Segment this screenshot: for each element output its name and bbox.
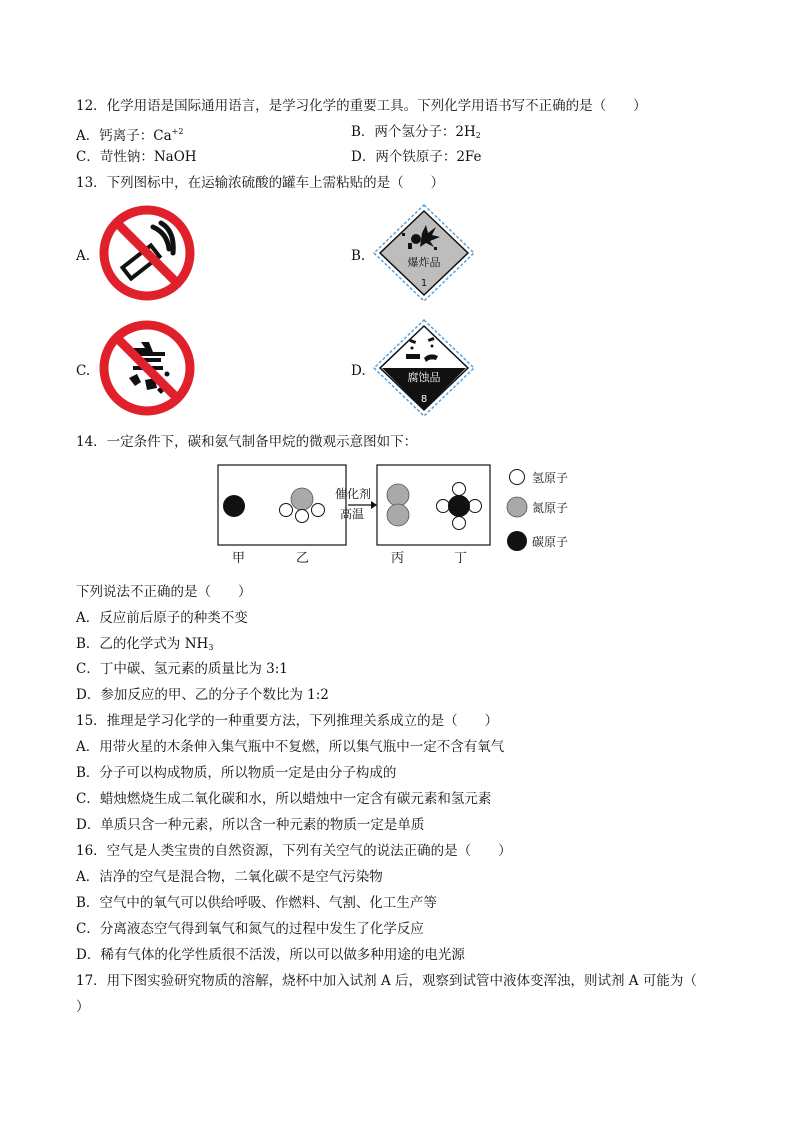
hydrogen-atom-ding-4 [453,517,466,530]
label-jia: 甲 [232,551,246,566]
explosive-sign-number: 1 [420,278,428,289]
q13-option-a-label[interactable]: A. [76,248,91,264]
q12-option-a-sup: +2 [171,127,184,136]
q14-option-b[interactable] [76,635,213,657]
hydrogen-atom-yi-3 [312,504,325,517]
hydrogen-atom-ding-3 [469,500,482,513]
legend-nitrogen-symbol [507,497,527,517]
q14-question: 下列说法不正确的是（ ） [76,584,252,600]
q14-option-b-sub: 3 [208,643,214,652]
corrosive-sign-text: 腐蚀品 [407,371,441,384]
no-smoking-sign-icon[interactable] [95,203,199,303]
q14-stem: 14．一定条件下，碳和氨气制备甲烷的微观示意图如下： [76,434,418,450]
q12-option-b-sub: 2 [475,131,481,140]
q15-option-d[interactable]: D．单质只含一种元素，所以含一种元素的物质一定是单质 [76,817,425,833]
q13-stem: 13．下列图标中，在运输浓硫酸的罐车上需粘贴的是（ ） [76,175,445,191]
label-ding: 丁 [454,551,468,566]
q12-option-b-text: B．两个氢分子：2H [351,124,476,140]
q14-option-c[interactable]: C．丁中碳、氢元素的质量比为 3:1 [76,661,288,677]
no-pesticide-sign-icon[interactable] [95,318,199,418]
q14-option-a[interactable]: A．反应前后原子的种类不变 [76,610,248,626]
nitrogen-atom-bing-1 [387,484,409,506]
corrosive-sign-number: 8 [420,394,428,405]
legend-hydrogen: 氢原子 [532,471,569,485]
nitrogen-atom-bing-2 [387,504,409,526]
q16-option-d[interactable]: D．稀有气体的化学性质很不活泼，所以可以做多种用途的电光源 [76,947,465,963]
q12-option-b[interactable] [351,123,481,145]
q15-option-a[interactable]: A．用带火星的木条伸入集气瓶中不复燃，所以集气瓶中一定不含有氧气 [76,739,505,755]
legend-carbon-symbol [507,531,527,551]
q14-option-b-text: B．乙的化学式为 NH [76,636,209,652]
q15-stem: 15．推理是学习化学的一种重要方法，下列推理关系成立的是（ ） [76,713,499,729]
condition-catalyst: 催化剂 [335,487,372,501]
hydrogen-atom-yi-2 [296,510,309,523]
carbon-atom-ding [448,495,470,517]
q15-option-b[interactable]: B．分子可以构成物质，所以物质一定是由分子构成的 [76,765,397,781]
nitrogen-atom-yi [291,488,313,510]
q12-stem: 12．化学用语是国际通用语言，是学习化学的重要工具。下列化学用语书写不正确的是（ ） [76,98,647,114]
q16-option-a[interactable]: A．洁净的空气是混合物，二氧化碳不是空气污染物 [76,869,383,885]
q16-option-c[interactable]: C．分离液态空气得到氧气和氮气的过程中发生了化学反应 [76,921,424,937]
label-yi: 乙 [296,551,310,566]
q12-option-d[interactable]: D．两个铁原子：2Fe [351,149,482,165]
carbon-atom-jia [223,495,245,517]
condition-high-temp: 高温 [340,507,365,521]
q16-option-b[interactable]: B．空气中的氧气可以供给呼吸、作燃料、气割、化工生产等 [76,895,437,911]
q17-stem-continued: ） [76,999,90,1015]
hydrogen-atom-ding-1 [453,483,466,496]
q13-option-b-label[interactable]: B. [351,248,366,264]
hydrogen-atom-yi-1 [280,504,293,517]
q12-option-c[interactable]: C．苛性钠：NaOH [76,149,197,165]
legend-hydrogen-symbol [510,470,525,485]
reaction-arrowhead [371,501,377,509]
label-bing: 丙 [391,551,405,566]
q13-option-c-label[interactable]: C. [76,363,91,379]
q17-stem: 17．用下图实验研究物质的溶解，烧杯中加入试剂 A 后，观察到试管中液体变浑浊，则试剂 A 可能为（ [76,973,697,989]
q12-option-a[interactable] [76,123,183,145]
q15-option-c[interactable]: C．蜡烛燃烧生成二氧化碳和水，所以蜡烛中一定含有碳元素和氢元素 [76,791,492,807]
corrosive-sign-icon[interactable] [372,318,476,418]
explosive-sign-text: 爆炸品 [407,256,441,269]
explosive-sign-icon[interactable] [372,203,476,303]
q12-option-a-text: A．钙离子：Ca [76,128,172,144]
q16-stem: 16．空气是人类宝贵的自然资源，下列有关空气的说法正确的是（ ） [76,843,512,859]
q13-option-d-label[interactable]: D. [351,363,366,379]
q14-option-d[interactable]: D．参加反应的甲、乙的分子个数比为 1:2 [76,687,329,703]
legend-nitrogen: 氮原子 [532,501,569,515]
legend-carbon: 碳原子 [532,535,569,549]
hydrogen-atom-ding-2 [437,500,450,513]
